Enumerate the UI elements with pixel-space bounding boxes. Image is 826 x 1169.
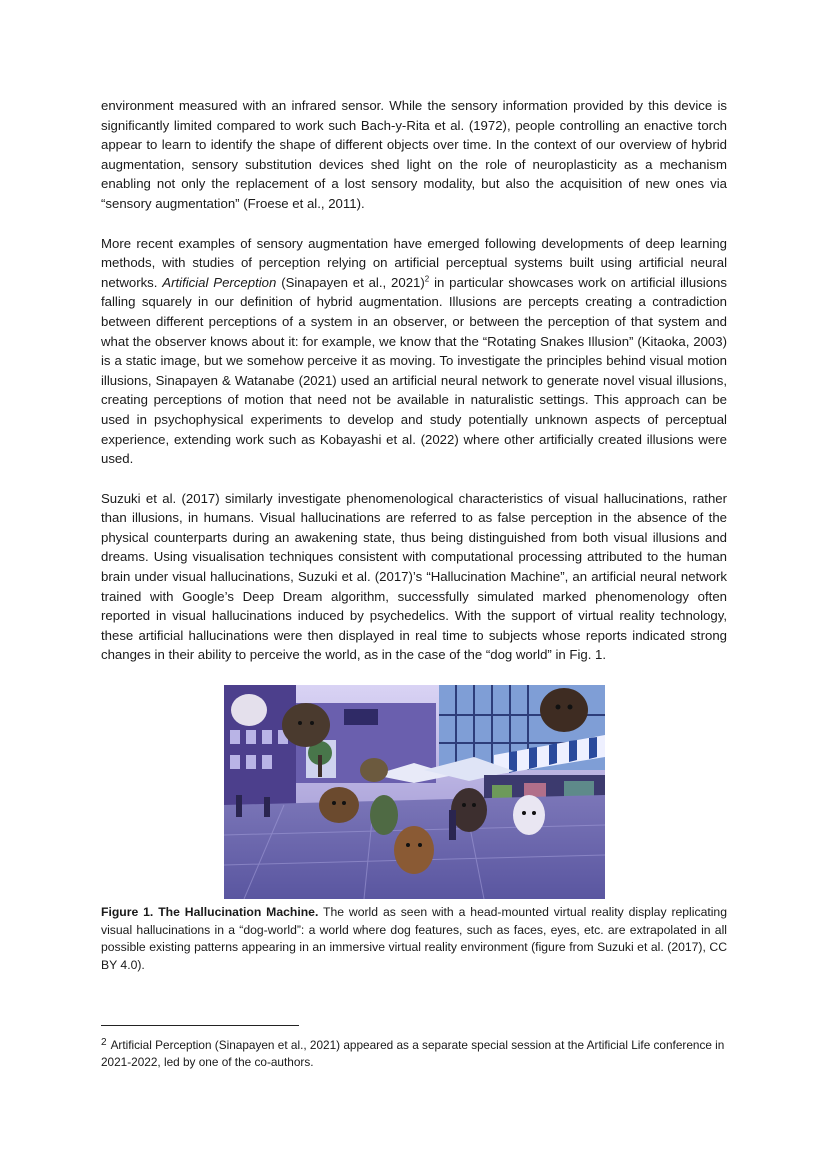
footnote-divider — [101, 1025, 299, 1026]
figure-label: Figure 1. The Hallucination Machine. — [101, 905, 319, 920]
paragraph-sensory-substitution: environment measured with an infrared sensor. While the sensory information provided by this device is significantly limited compared to work such Bach-y-Rita et al. (1972), people controlling an enactive torch appear to learn to identify the shape of different objects over time. In the context of our overview of hybrid augmentation, sensory substitution devices shed light on the role of neuroplasticity as a mechanism enabling not only the replacement of a lost sensory modality, but also the acquisition of new ones via “sensory augmentation” (Froese et al., 2011). — [101, 98, 727, 211]
italic-term: Artificial Perception — [162, 274, 277, 290]
dog-world-image — [224, 685, 605, 899]
footnote-ref[interactable]: 2 — [424, 274, 430, 284]
paragraph-text: More recent examples of sensory augmentation have emerged following developments of deep learning methods, with studies of perception relying on artificial perceptual systems built using artificial neural networks. — [101, 235, 727, 290]
paragraph-text: in particular showcases work on artificial illusions falling squarely in our definition of hybrid augmentation. Illusions are percepts creating a contradiction between different perceptions of a system in an observer, or between the perception of that system and what the observer knows about it: for example, we know that the “Rotating Snakes Illusion” (Kitaoka, 2003) is a static image, but we somehow perceive it as moving. To investigate the principles behind visual motion illusions, Sinapayen & Watanabe (2021) used an artificial neural network to generate novel visual illusions, creating perceptions of motion that need not be available in naturalistic settings. This approach can be used in psychophysical experiments to develop and study potentially unknown aspects of perceptual experience, extending work such as Kobayashi et al. (2022) where other artificially created illusions were used. — [101, 274, 727, 467]
figure-caption-text: The world as seen with a head-mounted virtual reality display replicating visual hallucinations in a “dog-world”: a world where dog features, such as faces, eyes, etc. are extrapolated in all possible existing patterns appearing in an immersive virtual reality environment (figure from Suzuki et al. (2017), CC BY 4.0). — [101, 905, 727, 972]
footnote — [101, 1034, 727, 1071]
footnote-text: Artificial Perception (Sinapayen et al., 2021) appeared as a separate special session at the Artificial Life conference in 2021-2022, led by one of the co-authors. — [101, 1038, 725, 1069]
paragraph-hallucinations: Suzuki et al. (2017) similarly investigate phenomenological characteristics of visual hallucinations, rather than illusions, in humans. Visual hallucinations are referred to as false perception in the absence of the physical counterparts during an awakening state, thus being distinguished from both visual illusions and dreams. Using visualisation techniques consistent with computational processing attributed to the human brain under visual hallucinations, Suzuki et al. (2017)’s “Hallucination Machine”, an artificial neural network trained with Google’s Deep Dream algorithm, successfully simulated marked phenomenology often reported in visual hallucinations induced by psychedelics. With the support of virtual reality technology, these artificial hallucinations were then displayed in real time to subjects whose reports indicated strong changes in their ability to perceive the world, as in the case of the “dog world” in Fig. 1. — [101, 490, 727, 663]
figure-caption — [101, 904, 727, 974]
paragraph-artificial-perception — [101, 234, 727, 469]
figure-container — [101, 685, 727, 899]
paragraph-text: (Sinapayen et al., 2021) — [276, 274, 425, 290]
page-body — [101, 96, 727, 987]
footnote-number: 2 — [101, 1037, 107, 1048]
